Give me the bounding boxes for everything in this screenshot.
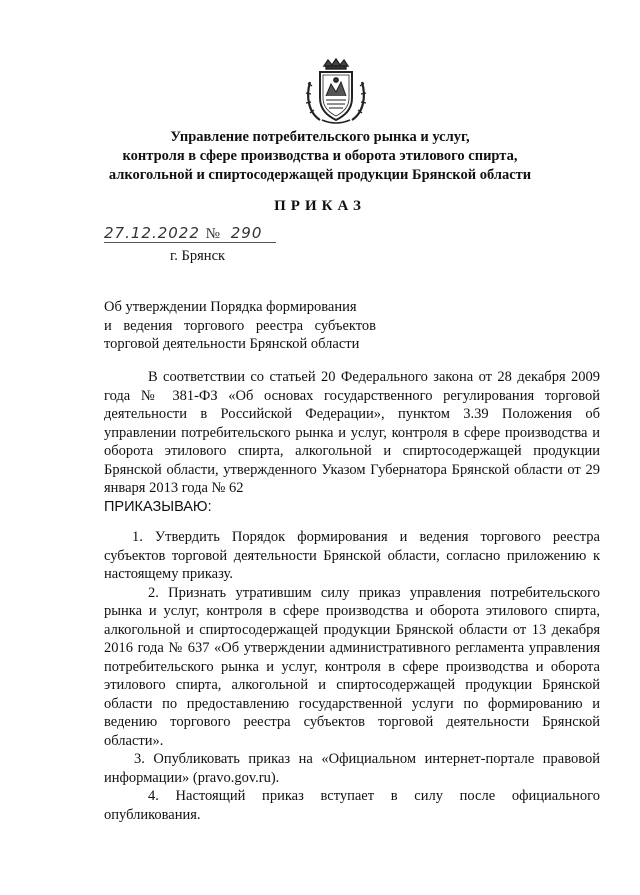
order-item-4: 4. Настоящий приказ вступает в силу после официального опубликования.	[104, 788, 600, 823]
city: г. Брянск	[170, 248, 226, 264]
subject-line: торговой деятельности Брянской области	[104, 336, 360, 352]
decree-word: ПРИКАЗЫВАЮ:	[104, 498, 212, 515]
handwritten-date: 27.12.2022	[104, 224, 200, 242]
order-item-3: 3. Опубликовать приказ на «Официальном интернет-портале правовой информации» (pravo.gov.ru).	[104, 751, 600, 786]
coat-of-arms-icon	[304, 56, 368, 128]
document-type: ПРИКАЗ	[274, 198, 366, 214]
order-item-1: 1. Утвердить Порядок формирования и ведения торгового реестра субъектов торговой деятельности Брянской области, согласно приложению к настоящему приказу.	[104, 529, 600, 582]
order-item-2: 2. Признать утратившим силу приказ управления потребительского рынка и услуг, контроля в сфере производства и оборота этилового спирта, алкогольной и спиртосодержащей продукции Брянской области от 13 декабря 2016 года № 637 «Об утверждении административного регламента управления потребительского рынка и услуг, контроля в сфере производства и оборота этилового спирта, алкогольной и спиртосодержащей продукции Брянской области по предоставлению государственной услуги по формированию и ведению торгового реестра субъектов торговой деятельности Брянской области».	[104, 584, 600, 749]
subject-line: Об утверждении Порядка формирования	[104, 299, 357, 315]
date-underline	[104, 242, 276, 243]
org-line: алкогольной и спиртосодержащей продукции Брянской области	[108, 167, 532, 183]
document-body	[104, 368, 600, 824]
document-subject	[104, 298, 376, 354]
organization-name	[90, 128, 550, 185]
preamble-paragraph: В соответствии со статьей 20 Федерального закона от 28 декабря 2009 года № 381-ФЗ «Об основах государственного регулирования торговой деятельности в Российской Федерации», пунктом 3.39 Положения об управлении потребительского рынка и услуг, контроля в сфере производства и оборота этилового спирта, алкогольной и спиртосодержащей продукции Брянской области, утвержденного Указом Губернатора Брянской области от 29 января 2013 года № 62	[104, 369, 600, 496]
subject-line: и ведения торгового реестра субъектов	[104, 317, 376, 334]
number-sign: №	[205, 226, 221, 242]
handwritten-number: 290	[230, 224, 263, 242]
org-line: Управление потребительского рынка и услуг,	[170, 129, 470, 145]
org-line: контроля в сфере производства и оборота этилового спирта,	[122, 148, 518, 164]
handwritten-date-number	[104, 224, 262, 243]
